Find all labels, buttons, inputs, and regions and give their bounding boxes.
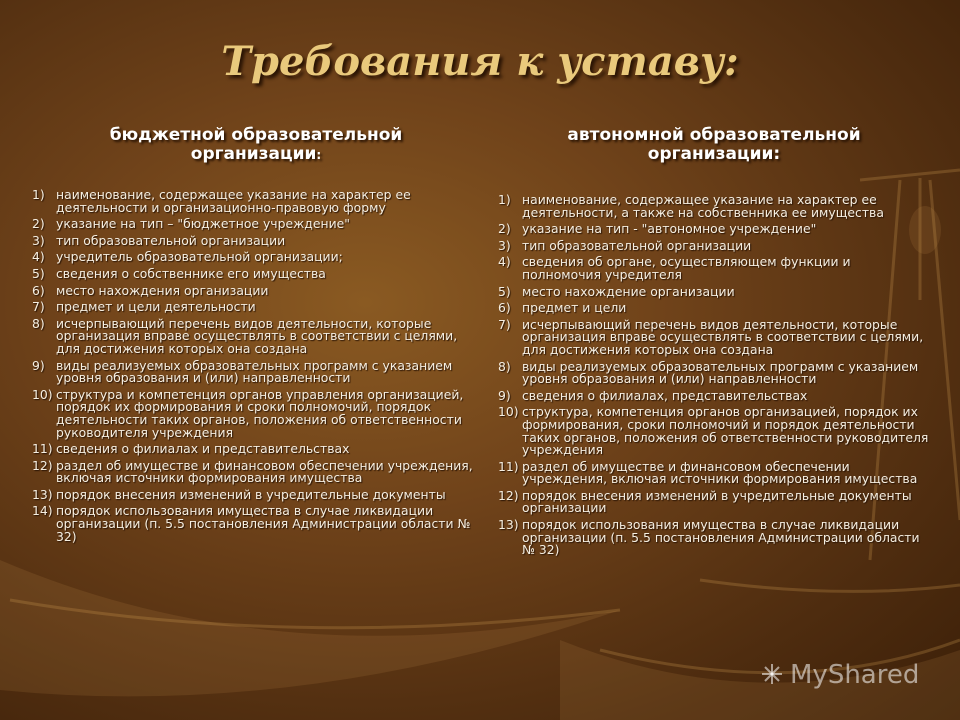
list-item: 8) исчерпывающий перечень видов деятельности, которые организация вправе осуществлять в соответствии с целями, для достижения которых она создана — [32, 315, 458, 356]
list-item: 6) место нахождения организации — [32, 282, 269, 298]
list-item: 14) порядок использования имущества в случае ликвидации организации (п. 5.5 постановления Администрации области № 32) — [32, 503, 471, 544]
budget-organization-heading: бюджетной образовательной организации: — [109, 125, 403, 164]
list-item: 11) раздел об имуществе и финансовом обеспечении учреждения, включая источники формирования имущества — [498, 458, 918, 487]
list-item: 12) порядок внесения изменений в учредительные документы организации — [498, 487, 912, 516]
list-item: 10) структура, компетенция органов организацией, порядок их формирования, сроки полномочий и порядок деятельности таких органов, положения об ответственности руководителя учреждения — [498, 404, 929, 458]
list-item: 5) сведения о собственнике его имущества — [32, 265, 326, 281]
autonomous-organization-column — [498, 126, 930, 561]
budget-requirements-list — [32, 189, 480, 543]
watermark-text: MyShared — [790, 660, 920, 690]
list-item: 12) раздел об имуществе и финансовом обеспечении учреждения, включая источники формирования имущества — [32, 457, 473, 486]
list-item: 4) сведения об органе, осуществляющем функции и полномочия учредителя — [498, 254, 851, 282]
list-item: 7) предмет и цели деятельности — [32, 299, 256, 315]
list-item: 2) указание на тип - "автономное учреждение" — [498, 221, 817, 237]
list-item: 4) учредитель образовательной организации; — [32, 249, 343, 265]
list-item: 5) место нахождение организации — [498, 283, 735, 299]
list-item: 13) порядок внесения изменений в учредительные документы — [32, 486, 446, 502]
list-item: 9) сведения о филиалах, представительствах — [498, 387, 808, 403]
list-item: 11) сведения о филиалах и представительствах — [32, 441, 350, 457]
list-item: 2) указание на тип – "бюджетное учреждение" — [32, 216, 350, 232]
autonomous-organization-heading: автономной образовательной организации: — [567, 125, 861, 164]
list-item: 3) тип образовательной организации — [32, 232, 286, 248]
list-item: 7) исчерпывающий перечень видов деятельности, которые организация вправе осуществлять в соответствии с целями, для достижения которых она создана — [498, 316, 924, 357]
list-item: 8) виды реализуемых образовательных программ с указанием уровня образования и (или) направленности — [498, 358, 919, 387]
list-item: 1) наименование, содержащее указание на характер ее деятельности и организационно-правовую форму — [32, 187, 411, 215]
budget-organization-column — [32, 126, 480, 547]
list-item: 13) порядок использования имущества в случае ликвидации организации (п. 5.5 постановления Администрации области № 32) — [498, 517, 920, 558]
list-item: 1) наименование, содержащее указание на характер ее деятельности, а также на собственника ее имущества — [498, 192, 884, 220]
list-item: 10) структура и компетенция органов управления организацией, порядок их формирования и сроки полномочий, порядок деятельности таких органов, положения об ответственности руководителя учреждения — [32, 386, 464, 440]
list-item: 3) тип образовательной организации — [498, 237, 752, 253]
watermark-logo-icon — [760, 662, 784, 686]
page-title: Требования к уставу: — [221, 38, 739, 85]
list-item: 6) предмет и цели — [498, 300, 627, 316]
autonomous-requirements-list — [498, 194, 930, 557]
list-item: 9) виды реализуемых образовательных программ с указанием уровня образования и (или) направленности — [32, 357, 453, 386]
